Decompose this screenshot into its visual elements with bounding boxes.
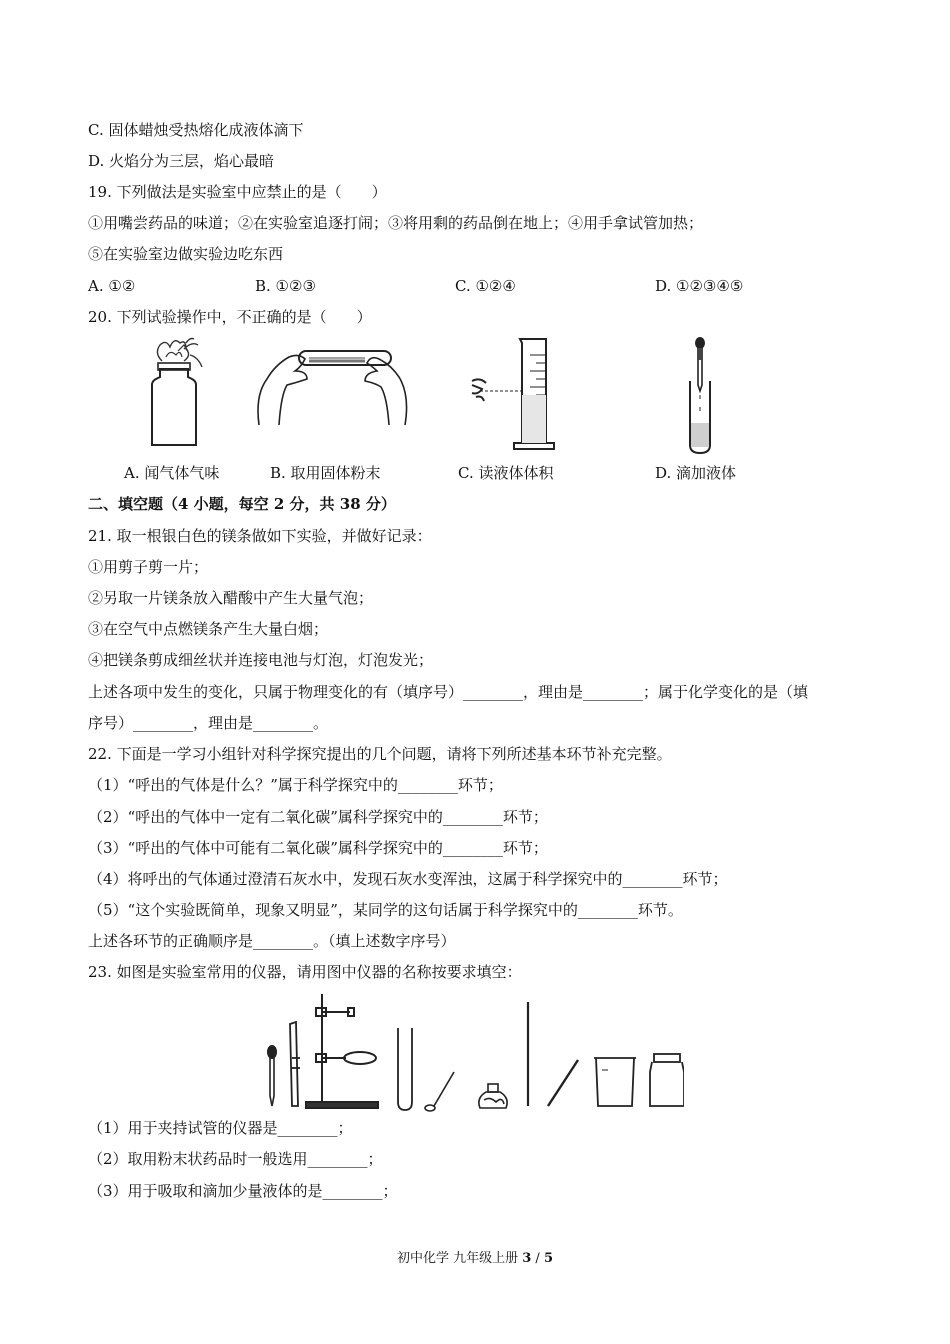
section2-title: 二、填空题（4 小题，每空 2 分，共 38 分） xyxy=(88,495,396,513)
dropper-icon xyxy=(267,1045,277,1106)
q19-option-c: C. ①②④ xyxy=(455,277,516,295)
q20-stem: 20. 下列试验操作中，不正确的是（ ） xyxy=(88,308,372,326)
q18-option-c: C. 固体蜡烛受热熔化成液体滴下 xyxy=(88,121,304,139)
q20-figure-a-smell-gas xyxy=(140,335,210,453)
test-tube-icon xyxy=(398,1028,412,1110)
q18-option-d: D. 火焰分为三层，焰心最暗 xyxy=(88,152,275,170)
q23-stem: 23. 如图是实验室常用的仪器，请用图中仪器的名称按要求填空： xyxy=(88,963,522,981)
q21-question-line2: 序号）________，理由是________。 xyxy=(88,714,329,732)
test-tube-holder-icon xyxy=(290,1022,300,1106)
footer-page-total: 5 xyxy=(543,1251,553,1266)
q20-figure-c-cylinder xyxy=(470,335,560,455)
beaker-icon xyxy=(594,1058,636,1106)
iron-stand-icon xyxy=(306,994,378,1108)
q19-stem: 19. 下列做法是实验室中应禁止的是（ ） xyxy=(88,183,387,201)
q20-caption-d: D. 滴加液体 xyxy=(655,464,737,482)
q21-step-4: ④把镁条剪成细丝状并连接电池与灯泡，灯泡发光； xyxy=(88,651,434,669)
q23-apparatus-figure xyxy=(262,988,684,1112)
q21-stem: 21. 取一根银白色的镁条做如下实验，并做好记录： xyxy=(88,527,432,545)
q22-order: 上述各环节的正确顺序是________。（填上述数字序号） xyxy=(88,932,456,950)
q20-caption-a: A. 闻气体气味 xyxy=(124,464,220,482)
q19-option-b: B. ①②③ xyxy=(255,277,316,295)
spoon-icon xyxy=(425,1072,454,1111)
footer-page-number: 3 xyxy=(522,1251,532,1266)
q21-step-2: ②另取一片镁条放入醋酸中产生大量气泡； xyxy=(88,589,374,607)
q19-option-a: A. ①② xyxy=(88,277,136,295)
pipette-icon xyxy=(548,1060,578,1106)
alcohol-lamp-icon xyxy=(479,1084,507,1108)
q22-item-5: （5）“这个实验既简单，现象又明显”，某同学的这句话属于科学探究中的________环节。 xyxy=(88,901,683,919)
q22-item-4: （4）将呼出的气体通过澄清石灰水中，发现石灰水变浑浊，这属于科学探究中的________环节； xyxy=(88,870,728,888)
q20-figure-b-powder xyxy=(255,335,410,427)
q20-caption-b: B. 取用固体粉末 xyxy=(270,464,381,482)
q22-item-3: （3）“呼出的气体中可能有二氧化碳”属科学探究中的________环节； xyxy=(88,839,548,857)
q20-figure-d-dropper xyxy=(680,335,720,455)
page-footer xyxy=(0,1250,950,1268)
q19-items-line2: ⑤在实验室边做实验边吃东西 xyxy=(88,245,284,263)
q19-option-d: D. ①②③④⑤ xyxy=(655,277,744,295)
q23-item-3: （3）用于吸取和滴加少量液体的是________； xyxy=(88,1182,398,1200)
bottle-icon xyxy=(650,1054,684,1106)
q23-item-2: （2）取用粉末状药品时一般选用________； xyxy=(88,1150,383,1168)
q23-item-1: （1）用于夹持试管的仪器是________； xyxy=(88,1119,353,1137)
q21-step-3: ③在空气中点燃镁条产生大量白烟； xyxy=(88,620,329,638)
q22-item-2: （2）“呼出的气体中一定有二氧化碳”属科学探究中的________环节； xyxy=(88,808,548,826)
q22-stem: 22. 下面是一学习小组针对科学探究提出的几个问题，请将下列所述基本环节补充完整。 xyxy=(88,745,672,763)
footer-course: 初中化学 九年级上册 xyxy=(396,1251,523,1266)
q20-caption-c: C. 读液体体积 xyxy=(458,464,554,482)
q21-step-1: ①用剪子剪一片； xyxy=(88,558,209,576)
q22-item-1: （1）“呼出的气体是什么？”属于科学探究中的________环节； xyxy=(88,776,503,794)
q19-items-line1: ①用嘴尝药品的味道；②在实验室追逐打闹；③将用剩的药品倒在地上；④用手拿试管加热； xyxy=(88,214,704,232)
footer-separator: / xyxy=(531,1251,544,1266)
q21-question-line1: 上述各项中发生的变化，只属于物理变化的有（填序号）________，理由是________；属于化学变化的是（填 xyxy=(88,683,809,701)
